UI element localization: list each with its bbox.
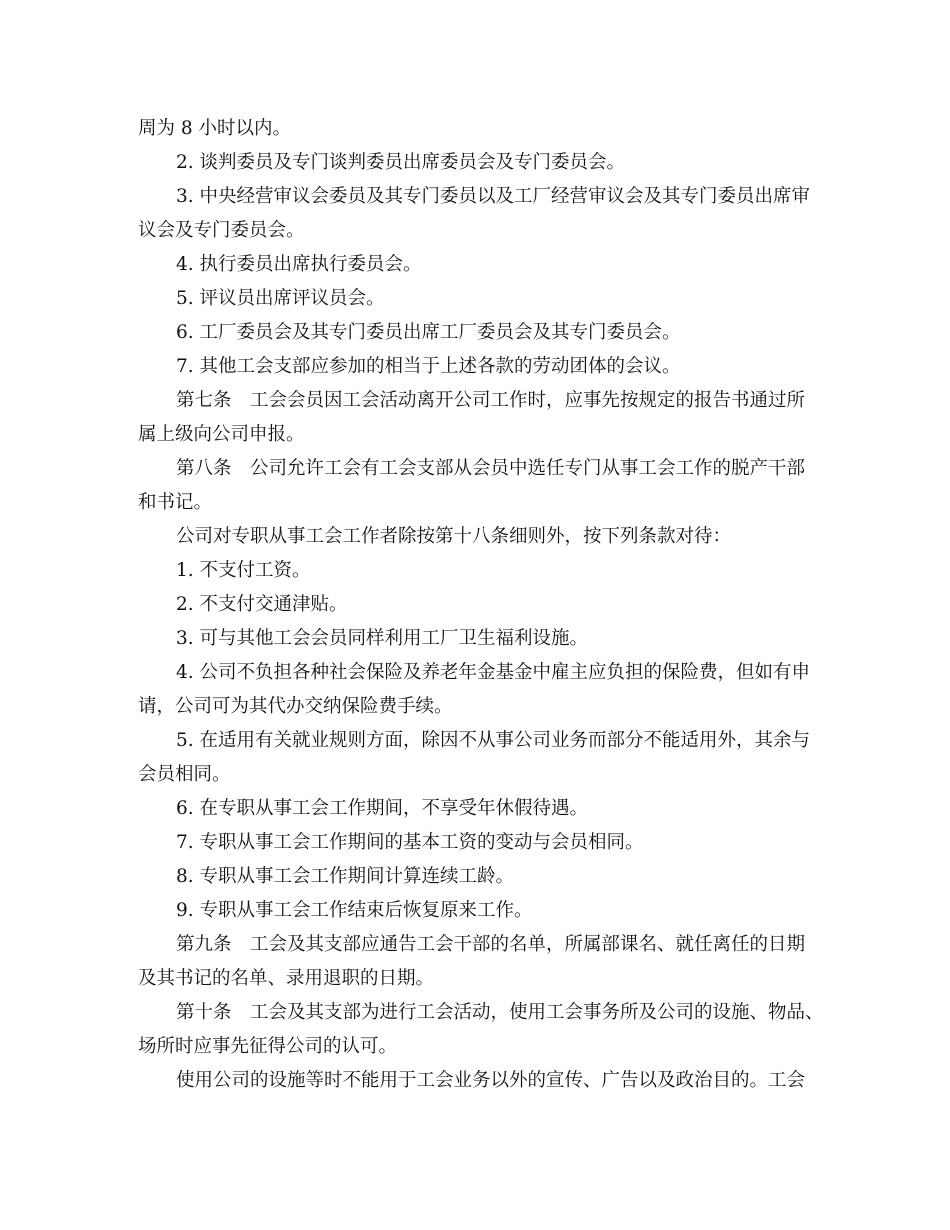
list-item: 4. 执行委员出席执行委员会。: [176, 254, 422, 275]
paragraph: 公司对专职从事工会工作者除按第十八条细则外，按下列条款对待：: [176, 526, 732, 547]
article-7: 第七条 工会会员因工会活动离开公司工作时，应事先按规定的报告书通过所: [176, 390, 806, 411]
text-line: 周为 8 小时以内。: [138, 118, 292, 139]
text-line: 议会及专门委员会。: [138, 220, 305, 241]
list-item: 3. 中央经营审议会委员及其专门委员以及工厂经营审议会及其专门委员出席审: [176, 186, 811, 207]
list-item: 5. 在适用有关就业规则方面，除因不从事公司业务而部分不能适用外，其余与: [176, 730, 811, 751]
list-item: 7. 专职从事工会工作期间的基本工资的变动与会员相同。: [176, 832, 644, 853]
text-line: 及其书记的名单、录用退职的日期。: [138, 968, 435, 989]
list-item: 7. 其他工会支部应参加的相当于上述各款的劳动团体的会议。: [176, 356, 681, 377]
list-item: 1. 不支付工资。: [176, 560, 311, 581]
list-item: 5. 评议员出席评议员会。: [176, 288, 385, 309]
list-item: 8. 专职从事工会工作期间计算连续工龄。: [176, 866, 515, 887]
document-body: [138, 112, 824, 1098]
article-10: 第十条 工会及其支部为进行工会活动，使用工会事务所及公司的设施、物品、: [176, 1002, 824, 1023]
list-item: 6. 工厂委员会及其专门委员出席工厂委员会及其专门委员会。: [176, 322, 681, 343]
list-item: 2. 不支付交通津贴。: [176, 594, 348, 615]
text-line: 属上级向公司申报。: [138, 424, 305, 445]
list-item: 2. 谈判委员及专门谈判委员出席委员会及专门委员会。: [176, 152, 626, 173]
paragraph: 使用公司的设施等时不能用于工会业务以外的宣传、广告以及政治目的。工会: [176, 1070, 806, 1091]
text-line: 请，公司可为其代办交纳保险费手续。: [138, 696, 453, 717]
text-line: 和书记。: [138, 492, 213, 513]
list-item: 4. 公司不负担各种社会保险及养老年金基金中雇主应负担的保险费，但如有申: [176, 662, 811, 683]
article-9: 第九条 工会及其支部应通告工会干部的名单，所属部课名、就任离任的日期: [176, 934, 806, 955]
text-line: 场所时应事先征得公司的认可。: [138, 1036, 398, 1057]
list-item: 6. 在专职从事工会工作期间，不享受年休假待遇。: [176, 798, 589, 819]
article-8: 第八条 公司允许工会有工会支部从会员中选任专门从事工会工作的脱产干部: [176, 458, 806, 479]
list-item: 9. 专职从事工会工作结束后恢复原来工作。: [176, 900, 533, 921]
list-item: 3. 可与其他工会会员同样利用工厂卫生福利设施。: [176, 628, 589, 649]
text-line: 会员相同。: [138, 764, 231, 785]
